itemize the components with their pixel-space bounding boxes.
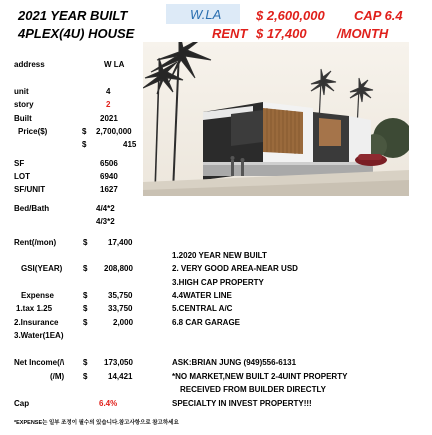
title-year-built: 2021 YEAR BUILT [18, 8, 128, 23]
cap-label: Cap [14, 399, 30, 408]
note-builder: RECEIVED FROM BUILDER DIRECTLY [180, 385, 326, 394]
sf-label: SF [14, 159, 25, 168]
expense-value: 35,750 [108, 291, 133, 300]
rent-value: 17,400 [108, 238, 133, 247]
area-label: W.LA [190, 7, 222, 22]
feature-item: 1.2020 YEAR NEW BUILT [172, 251, 267, 260]
net-income-label: Net Income(/\ [14, 358, 65, 367]
footnote: *EXPENSE는 일부 조정이 필수의 있습니다.참고사항으로 참고하세요 [14, 420, 179, 426]
insurance-value: 2,000 [113, 318, 134, 327]
built-label: Built [14, 114, 32, 123]
property-photo [143, 42, 409, 196]
header-rent-unit: /MONTH [337, 26, 389, 41]
unit-value: 4 [106, 87, 111, 96]
gsi-currency: $ [83, 264, 88, 273]
lot-value: 6940 [100, 172, 118, 181]
tax-currency: $ [83, 304, 88, 313]
note-specialty: SPECIALTY IN INVEST PROPERTY!!! [172, 399, 312, 408]
feature-item: 2. VERY GOOD AREA-NEAR USD [172, 264, 298, 273]
bed-bath-value-2: 4/3*2 [96, 217, 115, 226]
contact-line: ASK:BRIAN JUNG (949)556-6131 [172, 358, 297, 367]
net-monthly-currency: $ [83, 372, 88, 381]
insurance-label: 2.Insurance [14, 318, 59, 327]
rent-label: Rent(/mon) [14, 238, 57, 247]
gsi-value: 208,800 [104, 264, 133, 273]
bed-bath-label: Bed/Bath [14, 204, 50, 213]
feature-item: 5.CENTRAL A/C [172, 304, 233, 313]
lot-label: LOT [14, 172, 30, 181]
header-price: $ 2,600,000 [256, 8, 325, 23]
expense-label: Expense [21, 291, 54, 300]
title-property-type: 4PLEX(4U) HOUSE [18, 26, 135, 41]
net-income-currency: $ [83, 358, 88, 367]
net-monthly-label: (/M) [50, 372, 65, 381]
header-rent-amount: $ 17,400 [256, 26, 307, 41]
address-label: address [14, 60, 45, 69]
gsi-label: GSI(YEAR) [21, 264, 63, 273]
net-income-value: 173,050 [104, 358, 133, 367]
feature-item: 4.4WATER LINE [172, 291, 232, 300]
expense-currency: $ [83, 291, 88, 300]
header-rent-label: RENT [212, 26, 248, 41]
insurance-currency: $ [83, 318, 88, 327]
price-value: 2,700,000 [96, 127, 132, 136]
address-value: W LA [104, 60, 125, 69]
built-value: 2021 [100, 114, 118, 123]
rent-currency: $ [83, 238, 88, 247]
story-label: story [14, 100, 34, 109]
price-currency: $ [82, 127, 87, 136]
unit-label: unit [14, 87, 29, 96]
bed-bath-value-1: 4/4*2 [96, 204, 115, 213]
water-label: 3.Water(1EA) [14, 331, 64, 340]
sf-unit-value: 1627 [100, 185, 118, 194]
net-monthly-value: 14,421 [108, 372, 133, 381]
cap-value: 6.4% [99, 399, 118, 408]
note-no-market: *NO MARKET,NEW BUILT 2-4UINT PROPERTY [172, 372, 348, 381]
header-cap: CAP 6.4 [354, 8, 403, 23]
price-per-sf-currency: $ [82, 140, 87, 149]
feature-item: 6.8 CAR GARAGE [172, 318, 241, 327]
sf-value: 6506 [100, 159, 118, 168]
price-label: Price($) [18, 127, 48, 136]
tax-label: 1.tax 1.25 [16, 304, 53, 313]
tax-value: 33,750 [108, 304, 133, 313]
price-per-sf-value: 415 [123, 140, 137, 149]
sf-unit-label: SF/UNIT [14, 185, 46, 194]
feature-item: 3.HIGH CAP PROPERTY [172, 278, 264, 287]
story-value: 2 [106, 100, 111, 109]
